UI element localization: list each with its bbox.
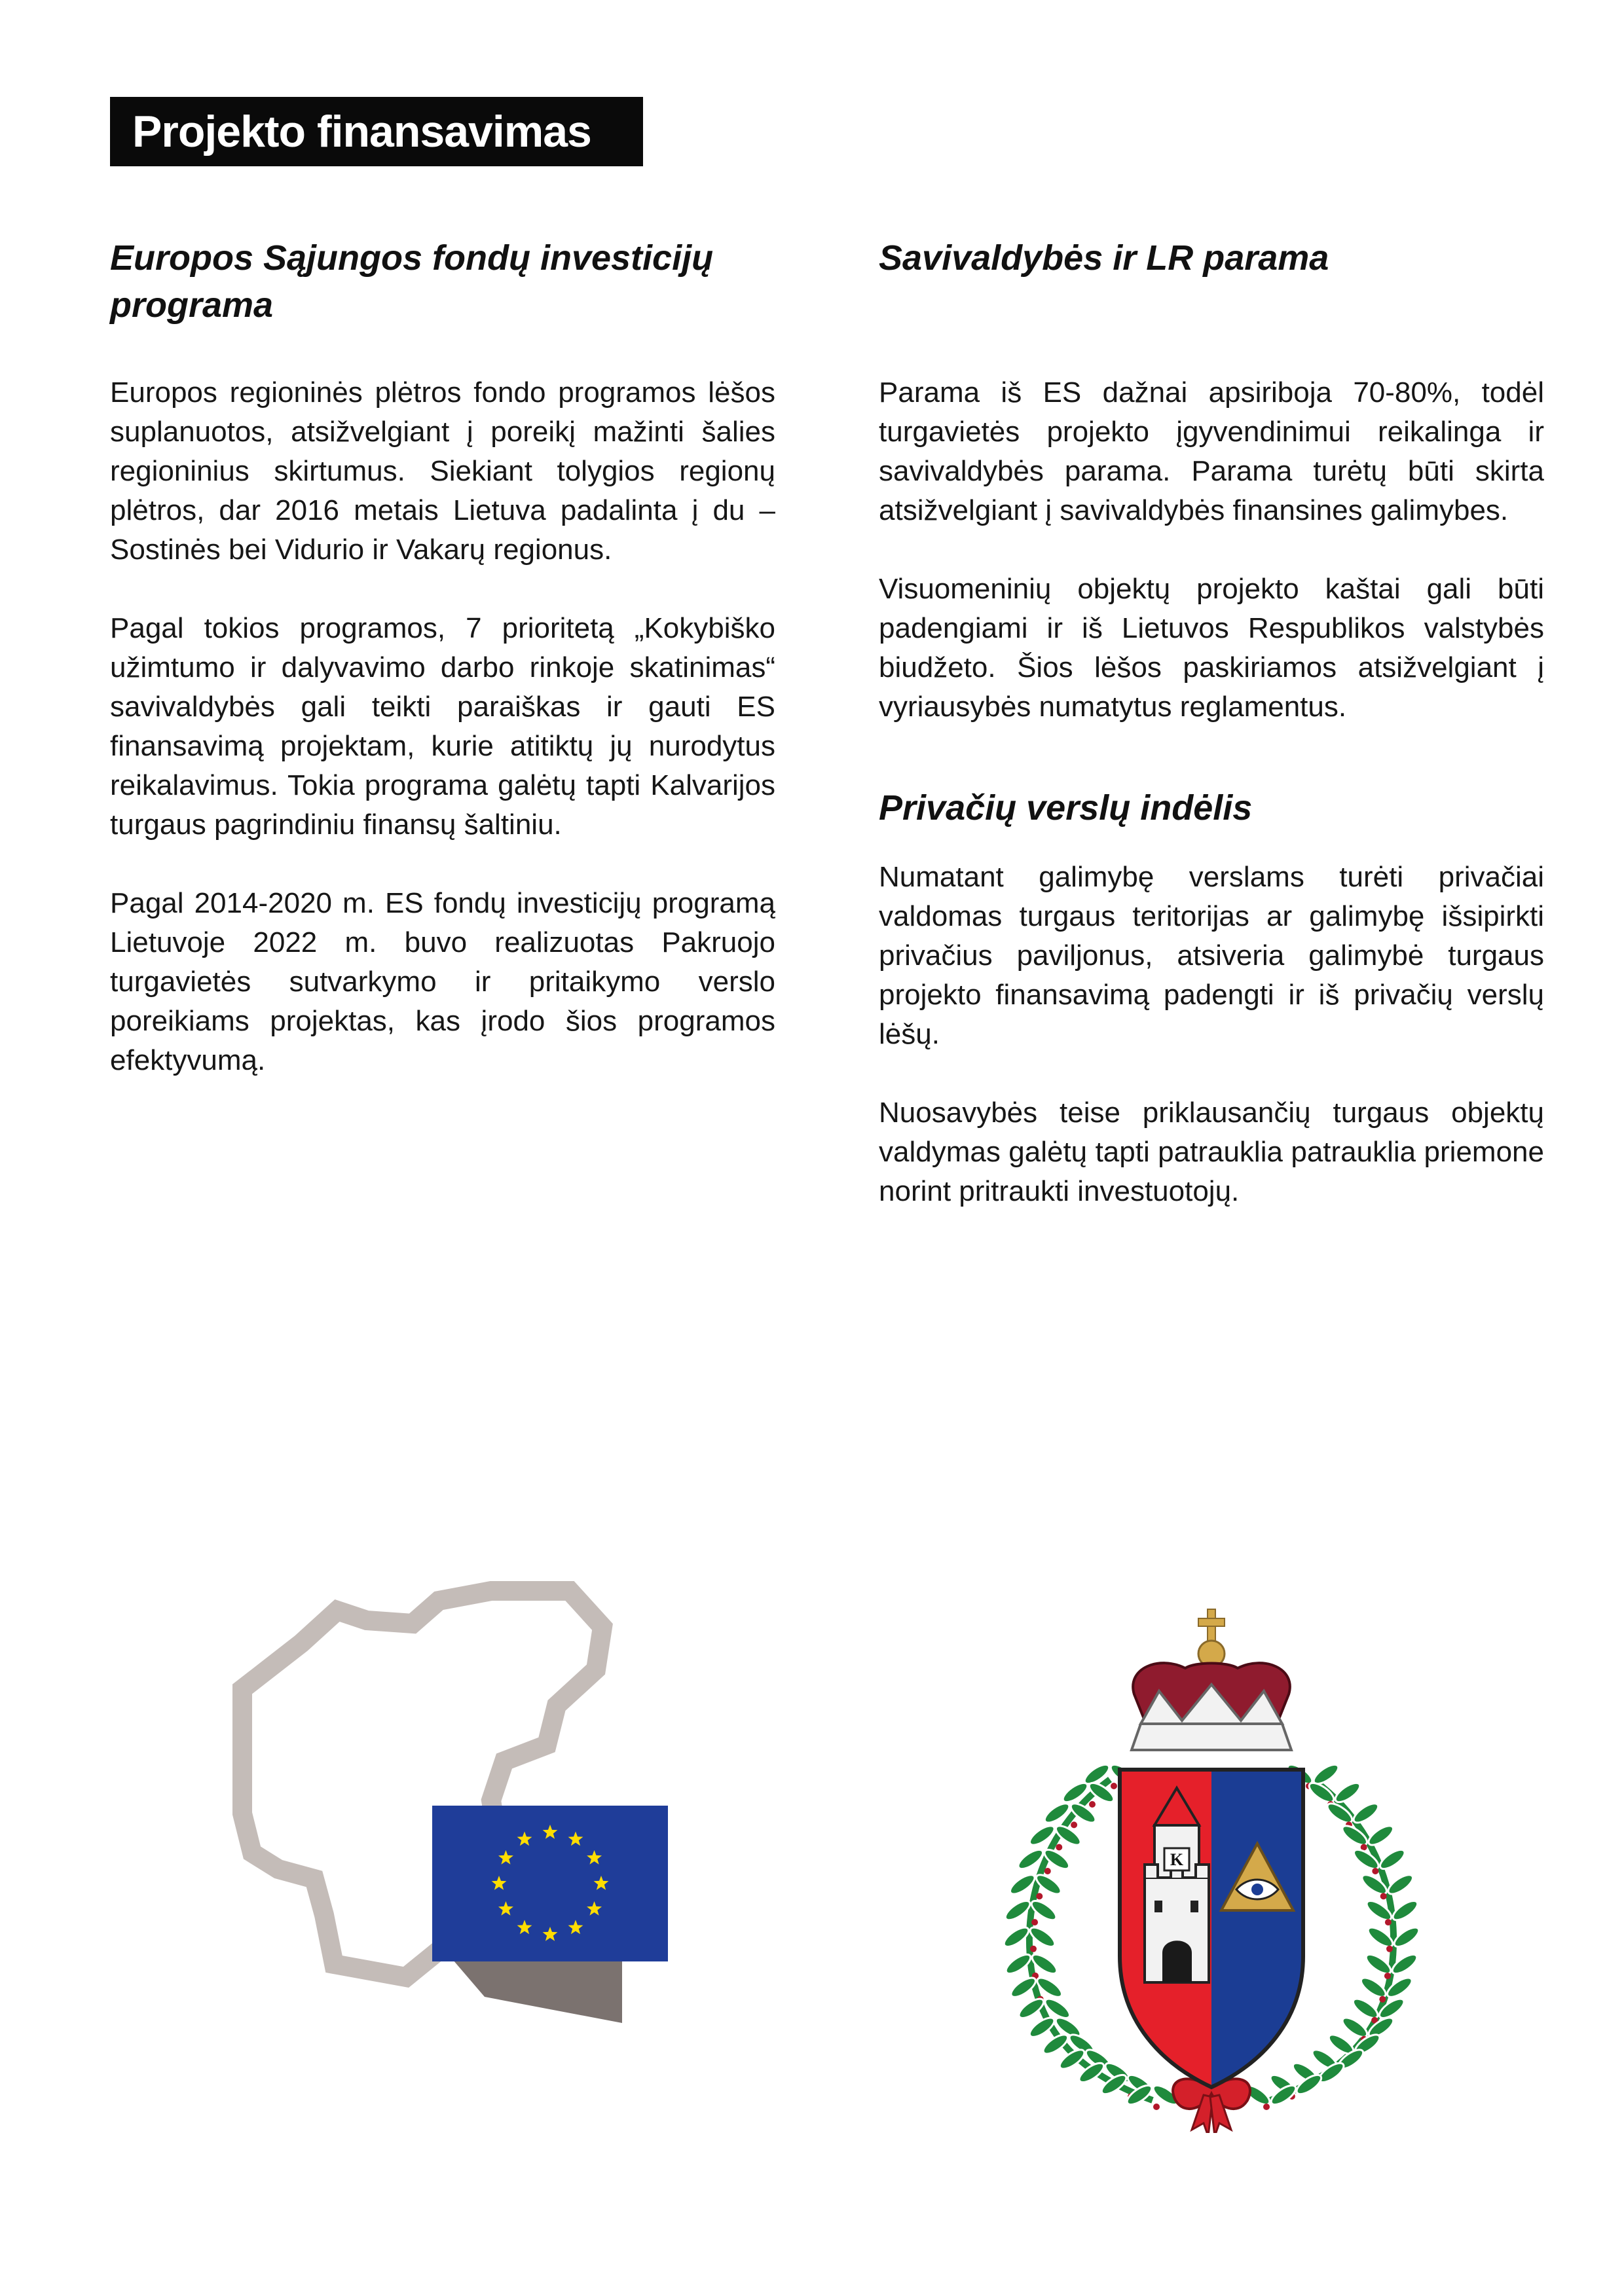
flag-shadow-shape [445, 1951, 622, 2023]
municipal-support-paragraph-2: Visuomeninių objektų projekto kaštai gali būti padengiami ir iš Lietuvos Respublikos valstybės biudžeto. Šios lėšos paskiriamos atsižvelgiant į vyriausybės numatytus reglamentus. [879, 573, 1544, 723]
laurel-leaf-icon [1333, 1779, 1363, 1806]
page-title: Projekto finansavimas [110, 97, 643, 166]
laurel-berry-icon [1153, 2104, 1160, 2110]
eu-funds-paragraph-1: Europos regioninės plėtros fondo programos lėšos suplanuotos, atsižvelgiant į poreikį mažinti šalies regioninius skirtumus. Siekiant tolygios regionų plėtros, dar 2016 metais Lietuva padalinta į du – Sostinės bei Vidurio ir Vakarų regionus. [110, 376, 775, 566]
laurel-berry-icon [1386, 1946, 1393, 1952]
right-column [879, 234, 1544, 1211]
laurel-leaf-icon [1366, 1823, 1396, 1849]
crown-icon [1132, 1609, 1291, 1750]
laurel-berry-icon [1379, 1996, 1386, 2003]
laurel-leaf-icon [1386, 1871, 1416, 1897]
municipal-support-heading: Savivaldybės ir LR parama [879, 238, 1329, 278]
laurel-berry-icon [1030, 1946, 1037, 1952]
laurel-berry-icon [1056, 1844, 1062, 1851]
kalvarija-coat-of-arms [995, 1603, 1428, 2133]
laurel-leaf-icon [1351, 1800, 1381, 1826]
laurel-leaf-icon [1377, 1846, 1407, 1872]
private-business-heading: Privačių verslų indėlis [879, 788, 1253, 828]
eu-funds-heading: Europos Sąjungos fondų investicijų programa [110, 238, 714, 325]
tower-letter: K [1170, 1850, 1184, 1869]
laurel-berry-icon [1372, 1868, 1378, 1874]
laurel-berry-icon [1089, 1801, 1096, 1808]
laurel-berry-icon [1111, 1783, 1117, 1789]
eu-funds-logo [216, 1571, 688, 2069]
laurel-berry-icon [1263, 2104, 1270, 2110]
private-business-paragraph-1: Numatant galimybę verslams turėti privačiai valdomas turgaus teritorijas ar galimybę išsipirkti privačius paviljonus, atsiveria galimybė turgaus projekto finansavimą padengti ir iš privačių verslų lėšų. [879, 861, 1544, 1050]
eu-funds-paragraph-3: Pagal 2014-2020 m. ES fondų investicijų programą Lietuvoje 2022 m. buvo realizuotas Pakruojo turgavietės sutvarkymo ir pritaikymo verslo poreikiams projektas, kas įrodo šios programos efektyvumą. [110, 887, 775, 1076]
laurel-berry-icon [1384, 1973, 1391, 1979]
private-business-paragraph-2: Nuosavybės teise priklausančių turgaus objektų valdymas galėtų tapti patrauklia patrauklia priemone norint pritraukti investuotojų. [879, 1097, 1544, 1207]
laurel-berry-icon [1385, 1919, 1392, 1925]
laurel-berry-icon [1036, 1893, 1043, 1899]
municipal-support-paragraph-1: Parama iš ES dažnai apsiriboja 70-80%, todėl turgavietės projekto įgyvendinimui reikalinga ir savivaldybės parama. Parama turėtų būti skirta atsižvelgiant į savivaldybės finansines galimybes. [879, 376, 1544, 526]
laurel-berry-icon [1071, 1821, 1077, 1828]
laurel-berry-icon [1044, 1868, 1051, 1874]
left-column [110, 234, 775, 1080]
eu-funds-paragraph-2: Pagal tokios programos, 7 prioritetą „Kokybiško užimtumo ir dalyvavimo darbo rinkoje skatinimas“ savivaldybės gali teikti paraiškas ir gauti ES finansavimą projektam, kurie atitiktų jų nurodytus reikalavimus. Tokia programa galėtų tapti Kalvarijos turgaus pagrindiniu finansų šaltiniu. [110, 612, 775, 841]
laurel-berry-icon [1380, 1893, 1387, 1899]
laurel-berry-icon [1031, 1919, 1038, 1925]
